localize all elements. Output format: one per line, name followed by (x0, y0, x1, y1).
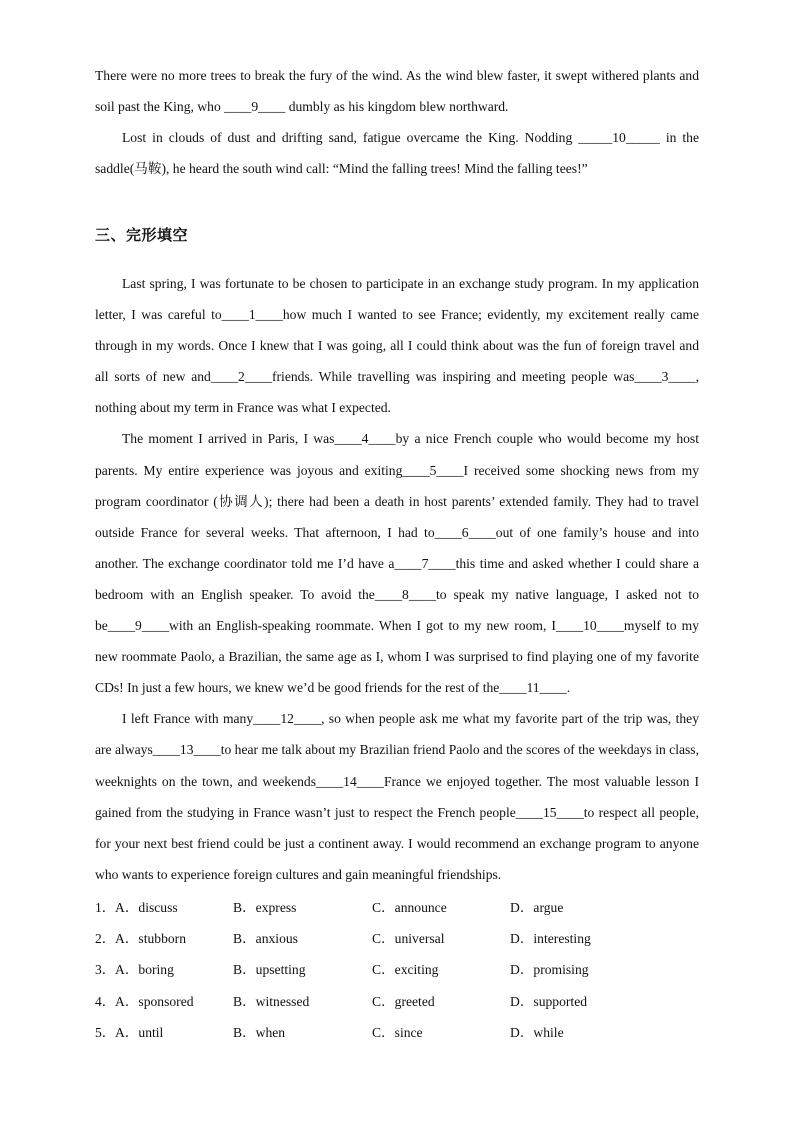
option-a: A．discuss (115, 900, 178, 915)
question-number: 5． (95, 1024, 116, 1040)
options-list (95, 892, 699, 1048)
option-b: B．when (233, 1024, 286, 1040)
question-number: 1． (95, 900, 116, 915)
option-d: D．supported (510, 993, 588, 1009)
option-b: B．anxious (233, 931, 298, 947)
option-a: A．sponsored (115, 993, 194, 1009)
intro-paragraph-1: There were no more trees to break the fury of the wind. As the wind blew faster, it swept withered plants and soil past the King, who ____9____ dumbly as his kingdom blew northward. (95, 68, 699, 115)
cloze-passage (95, 268, 699, 890)
option-c: C．universal (372, 931, 445, 947)
question-number: 3． (95, 962, 116, 978)
option-d: D．promising (510, 962, 589, 978)
option-row-2 (95, 923, 699, 954)
option-row-3 (95, 954, 699, 985)
option-b: B．express (233, 900, 297, 915)
passage-paragraph-2: The moment I arrived in Paris, I was____4____by a nice French couple who would become my host parents. My entire experience was joyous and exiting____5____I received some shocking news from my program coordinator (协调人); there had been a death in host parents’ extended family. They had to travel outside France for several weeks. That afternoon, I had to____6____out of one family’s house and into another. The exchange coordinator told me I’d have a____7____this time and asked whether I could share a bedroom with an English speaker. To avoid the____8____to speak my native language, I asked not to be____9____with an English-speaking roommate. When I got to my new room, I____10____myself to my new roommate Paolo, a Brazilian, the same age as I, whom I was surprised to find playing one of my favorite CDs! In just a few hours, we knew we’d be good friends for the rest of the____11____. (95, 431, 699, 696)
section-heading: 三、完形填空 (95, 226, 189, 244)
option-row-5 (95, 1017, 699, 1048)
option-d: D．interesting (510, 931, 591, 947)
option-c: C．greeted (372, 993, 435, 1009)
passage-paragraph-3: I left France with many____12____, so when people ask me what my favorite part of the trip was, they are always____13____to hear me talk about my Brazilian friend Paolo and the scores of the weekdays in class, weeknights on the town, and weekends____14____France we enjoyed together. The most valuable lesson I gained from the studying in France wasn’t just to respect the French people____15____to respect all people, for your next best friend could be just a continent away. I would recommend an exchange program to anyone who wants to experience foreign cultures and gain meaningful friendships. (95, 711, 699, 882)
option-row-1 (95, 892, 699, 923)
option-d: D．while (510, 1024, 564, 1040)
intro-paragraph-2: Lost in clouds of dust and drifting sand, fatigue overcame the King. Nodding _____10_____ in the saddle(马鞍), he heard the south wind call: “Mind the falling trees! Mind the falling tees!” (95, 130, 699, 177)
option-a: A．boring (115, 962, 174, 978)
option-row-4 (95, 986, 699, 1017)
question-number: 2． (95, 931, 116, 947)
question-number: 4． (95, 993, 116, 1009)
option-b: B．witnessed (233, 993, 310, 1009)
option-c: C．exciting (372, 962, 439, 978)
passage-paragraph-1: Last spring, I was fortunate to be chosen to participate in an exchange study program. In my application letter, I was careful to____1____how much I wanted to see France; evidently, my excitement really came through in my words. Once I knew that I was going, all I could think about was the fun of foreign travel and all sorts of new and____2____friends. While travelling was inspiring and meeting people was____3____, nothing about my term in France was what I expected. (95, 276, 699, 416)
option-c: C．since (372, 1024, 423, 1040)
option-d: D．argue (510, 900, 564, 915)
option-c: C．announce (372, 900, 447, 915)
option-b: B．upsetting (233, 962, 306, 978)
intro-section (95, 60, 699, 184)
option-a: A．until (115, 1024, 164, 1040)
option-a: A．stubborn (115, 931, 186, 947)
